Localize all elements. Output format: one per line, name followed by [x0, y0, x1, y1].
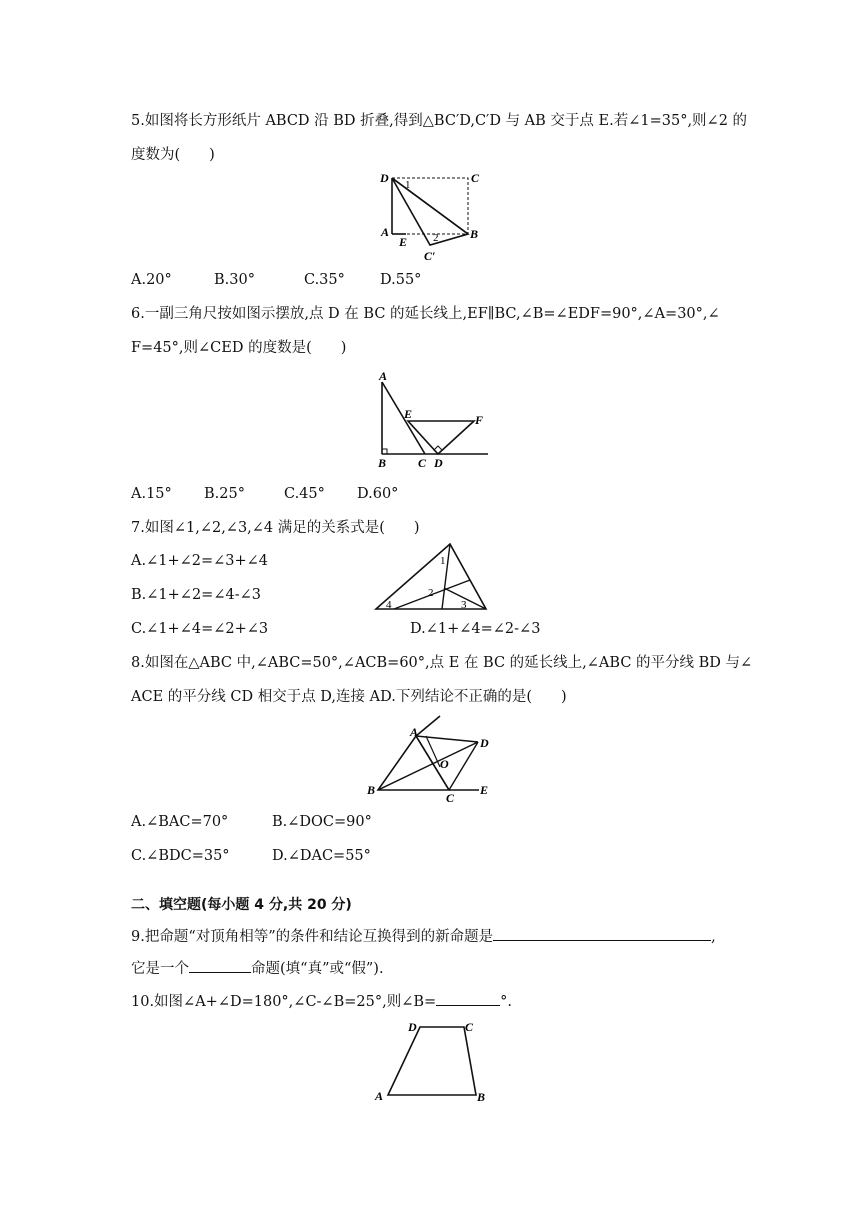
q5-label-C-prime: C′ — [424, 249, 436, 263]
q10-trapezoid — [388, 1027, 476, 1095]
q6-label-A: A — [379, 369, 388, 383]
section-heading-fill-in: 二、填空题(每小题 4 分,共 20 分) — [131, 897, 352, 913]
q10-label-B: B — [477, 1090, 486, 1104]
q8-label-O: O — [440, 757, 449, 771]
q6-label-B: B — [378, 456, 387, 470]
q7-option-a: A.∠1+∠2=∠3+∠4 — [131, 553, 269, 569]
q6-option-b: B.25° — [204, 486, 245, 502]
q5-angle-1: 1 — [405, 179, 411, 191]
q9-text-line1 — [131, 925, 716, 947]
q9-text-line2 — [131, 957, 384, 979]
q6-option-d: D.60° — [357, 486, 399, 502]
q7-text-line1: 7.如图∠1,∠2,∠3,∠4 满足的关系式是( ) — [131, 520, 420, 536]
q8-label-B: B — [367, 783, 376, 797]
q5-text-line2: 度数为( ) — [131, 147, 215, 163]
q8-label-A: A — [410, 725, 419, 739]
q6-label-D: D — [434, 456, 443, 470]
q8-option-b: B.∠DOC=90° — [272, 814, 372, 830]
q8-label-E: E — [480, 783, 489, 797]
q7-angle-3: 3 — [461, 599, 467, 611]
q5-label-D: D — [380, 171, 389, 185]
q9-answer-blank-2[interactable] — [189, 957, 251, 973]
q6-option-a: A.15° — [131, 486, 172, 502]
q5-label-B: B — [470, 227, 479, 241]
q10-answer-blank[interactable] — [436, 990, 500, 1006]
q6-option-c: C.45° — [284, 486, 325, 502]
q9-answer-blank-1[interactable] — [493, 925, 711, 941]
q10-label-A: A — [375, 1089, 384, 1103]
q10-label-D: D — [408, 1020, 417, 1034]
q6-label-F: F — [475, 413, 484, 427]
q5-option-d: D.55° — [380, 272, 422, 288]
q7-angle-4: 4 — [386, 599, 392, 611]
q8-option-c: C.∠BDC=35° — [131, 848, 230, 864]
q5-label-C: C — [471, 171, 480, 185]
q6-text-line1: 6.一副三角尺按如图示摆放,点 D 在 BC 的延长线上,EF∥BC,∠B=∠EDF=90°,∠A=30°,∠ — [131, 306, 720, 322]
q10-text-start: 10.如图∠A+∠D=180°,∠C-∠B=25°,则∠B= — [131, 994, 437, 1010]
q8-text-line1: 8.如图在△ABC 中,∠ABC=50°,∠ACB=60°,点 E 在 BC 的延长线上,∠ABC 的平分线 BD 与∠ — [131, 655, 753, 671]
q6-label-C: C — [418, 456, 427, 470]
q5-text-line1: 5.如图将长方形纸片 ABCD 沿 BD 折叠,得到△BC′D,C′D 与 AB 交于点 E.若∠1=35°,则∠2 的 — [131, 113, 748, 129]
q10-figure — [370, 1015, 490, 1107]
q9-text-end: , — [711, 929, 716, 945]
q7-angle-2: 2 — [428, 587, 434, 599]
q6-text-line2: F=45°,则∠CED 的度数是( ) — [131, 340, 347, 356]
q8-option-a: A.∠BAC=70° — [131, 814, 229, 830]
q8-figure — [364, 712, 494, 804]
q7-figure — [368, 540, 493, 614]
q5-angle-2: 2 — [433, 232, 439, 244]
q7-option-c: C.∠1+∠4=∠2+∠3 — [131, 621, 269, 637]
q9-line2-start: 它是一个 — [131, 961, 189, 977]
q5-label-A: A — [381, 225, 390, 239]
q5-option-b: B.30° — [214, 272, 255, 288]
q8-label-C: C — [446, 791, 455, 804]
q9-text-start: 9.把命题“对顶角相等”的条件和结论互换得到的新命题是 — [131, 929, 494, 945]
q10-text-end: °. — [500, 994, 513, 1010]
q7-option-b: B.∠1+∠2=∠4-∠3 — [131, 587, 261, 603]
q5-option-c: C.35° — [304, 272, 345, 288]
q8-label-D: D — [480, 736, 489, 750]
q10-text-line1 — [131, 990, 512, 1012]
q6-figure — [370, 364, 500, 472]
q6-label-E: E — [404, 407, 413, 421]
q5-label-E: E — [399, 235, 408, 249]
q8-option-d: D.∠DAC=55° — [272, 848, 371, 864]
q7-option-d: D.∠1+∠4=∠2-∠3 — [410, 621, 541, 637]
q10-label-C: C — [465, 1020, 474, 1034]
q8-text-line2: ACE 的平分线 CD 相交于点 D,连接 AD.下列结论不正确的是( ) — [131, 689, 567, 705]
q9-line2-end: 命题(填“真”或“假”). — [251, 961, 384, 977]
q7-angle-1: 1 — [440, 555, 446, 567]
q5-option-a: A.20° — [131, 272, 172, 288]
q5-figure — [370, 168, 490, 268]
q7-triangle — [376, 544, 486, 609]
